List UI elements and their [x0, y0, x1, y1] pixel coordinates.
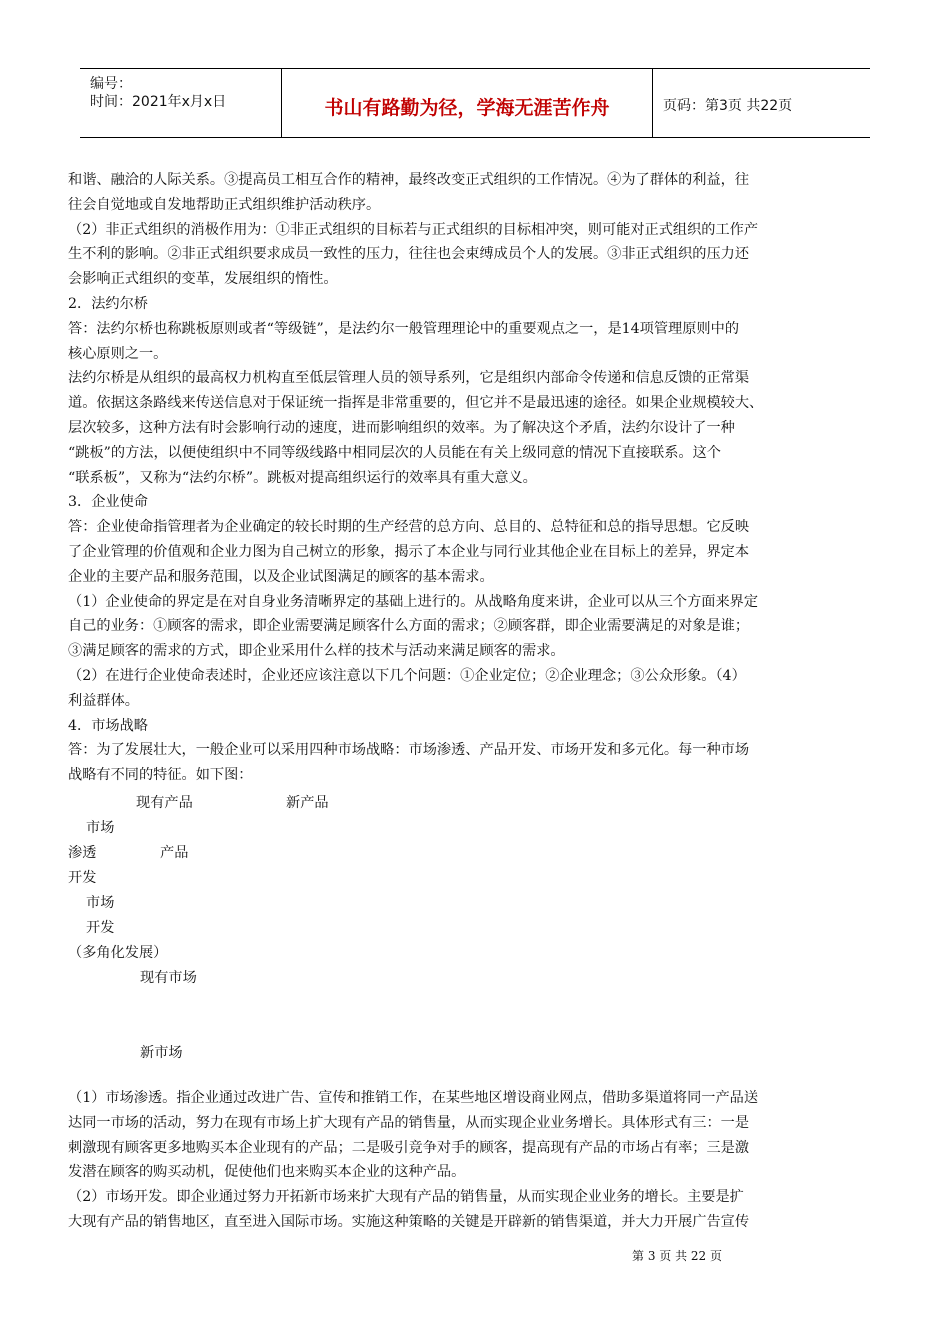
diagram-cell-develop-2: 开发	[86, 920, 115, 936]
section-heading: 3．企业使命	[68, 494, 148, 511]
paragraph-line: “跳板”的方法，以便使组织中不同等级线路中相同层次的人员能在有关上级同意的情况下直接联系。这个	[68, 444, 721, 461]
doc-date: 时间：2021年x月x日	[90, 94, 227, 110]
header-page-info: 页码：第3页 共22页	[663, 98, 793, 114]
paragraph-line: “联系板”，又称为“法约尔桥”。跳板对提高组织运行的效率具有重大意义。	[68, 469, 537, 486]
paragraph-line: 法约尔桥是从组织的最高权力机构直至低层管理人员的领导系列，它是组织内部命令传递和信息反馈的正常渠	[68, 370, 750, 387]
paragraph-line: 核心原则之一。	[68, 345, 168, 362]
paragraph-line: 发潜在顾客的购买动机，促使他们也来购买本企业的这种产品。	[68, 1164, 466, 1181]
diagram-col-new-product: 新产品	[286, 795, 329, 811]
paragraph-line: 利益群体。	[68, 692, 139, 709]
diagram-row-existing-market: 现有市场	[140, 970, 197, 986]
paragraph-line: 答：企业使命指管理者为企业确定的较长时期的生产经营的总方向、总目的、总特征和总的指导思想。它反映	[68, 519, 750, 536]
doc-code-label: 编号：	[90, 76, 132, 92]
diagram-cell-product: 产品	[160, 845, 189, 861]
section-heading: 4．市场战略	[68, 717, 148, 734]
document-body	[68, 168, 882, 788]
paragraph-line: 答：法约尔桥也称跳板原则或者“等级链”，是法约尔一般管理理论中的重要观点之一，是14项管理原则中的	[68, 320, 740, 337]
page-header	[80, 68, 870, 138]
paragraph-line: 生不利的影响。②非正式组织要求成员一致性的压力，往往也会束缚成员个人的发展。③非正式组织的压力还	[68, 246, 750, 263]
paragraph-line: ③满足顾客的需求的方式，即企业采用什么样的技术与活动来满足顾客的需求。	[68, 643, 565, 660]
paragraph-line: （2）非正式组织的消极作用为：①非正式组织的目标若与正式组织的目标相冲突，则可能对正式组织的工作产	[68, 221, 759, 238]
header-motto-cell	[282, 69, 653, 137]
paragraph-line: （2）在进行企业使命表述时，企业还应该注意以下几个问题：①企业定位；②企业理念；③公众形象。（4）	[68, 667, 746, 684]
diagram-col-existing-product: 现有产品	[136, 795, 193, 811]
header-motto: 书山有路勤为径，学海无涯苦作舟	[324, 97, 610, 119]
diagram-cell-diversification: （多角化发展）	[68, 945, 168, 961]
paragraph-line: 刺激现有顾客更多地购买本企业现有的产品；二是吸引竞争对手的顾客，提高现有产品的市场占有率；三是激	[68, 1139, 750, 1156]
paragraph-line: 往会自觉地或自发地帮助正式组织维护活动秩序。	[68, 196, 381, 213]
paragraph-line: （1）企业使命的界定是在对自身业务清晰界定的基础上进行的。从战略角度来讲，企业可以从三个方面来界定	[68, 593, 759, 610]
document-body-continued	[68, 1086, 882, 1235]
diagram-cell-develop: 开发	[68, 870, 97, 886]
header-meta-cell	[80, 69, 282, 137]
paragraph-line: （1）市场渗透。指企业通过改进广告、宣传和推销工作，在某些地区增设商业网点，借助多渠道将同一产品送	[68, 1090, 759, 1106]
paragraph-line: 会影响正式组织的变革，发展组织的惰性。	[68, 271, 338, 288]
page-footer: 第 3 页 共 22 页	[632, 1249, 722, 1263]
paragraph-line: 道。依据这条路线来传送信息对于保证统一指挥是非常重要的，但它并不是最迅速的途径。如果企业规模较大、	[68, 395, 764, 412]
paragraph-line: 自己的业务：①顾客的需求，即企业需要满足顾客什么方面的需求；②顾客群，即企业需要满足的对象是谁；	[68, 618, 750, 635]
diagram-cell-penetration: 渗透	[68, 845, 97, 861]
paragraph-line: 层次较多，这种方法有时会影响行动的速度，进而影响组织的效率。为了解决这个矛盾，法约尔设计了一种	[68, 419, 735, 436]
diagram-row-new-market: 新市场	[140, 1045, 183, 1061]
paragraph-line: 和谐、融洽的人际关系。③提高员工相互合作的精神，最终改变正式组织的工作情况。④为了群体的利益，往	[68, 172, 750, 188]
paragraph-line: （2）市场开发。即企业通过努力开拓新市场来扩大现有产品的销售量，从而实现企业业务的增长。主要是扩	[68, 1189, 744, 1206]
diagram-cell-market-2: 市场	[86, 895, 115, 911]
paragraph-line: 了企业管理的价值观和企业力图为自己树立的形象，揭示了本企业与同行业其他企业在目标上的差异，界定本	[68, 543, 750, 560]
paragraph-line: 答：为了发展壮大，一般企业可以采用四种市场战略：市场渗透、产品开发、市场开发和多元化。每一种市场	[68, 742, 750, 759]
header-page-cell	[653, 69, 870, 137]
section-heading: 2．法约尔桥	[68, 295, 148, 312]
paragraph-line: 达同一市场的活动，努力在现有市场上扩大现有产品的销售量，从而实现企业业务增长。具体形式有三：一是	[68, 1114, 750, 1131]
paragraph-line: 战略有不同的特征。如下图：	[68, 767, 253, 784]
paragraph-line: 企业的主要产品和服务范围，以及企业试图满足的顾客的基本需求。	[68, 568, 494, 585]
paragraph-line: 大现有产品的销售地区，直至进入国际市场。实施这种策略的关键是开辟新的销售渠道，并大力开展广告宣传	[68, 1213, 750, 1230]
diagram-cell-market: 市场	[86, 820, 115, 836]
